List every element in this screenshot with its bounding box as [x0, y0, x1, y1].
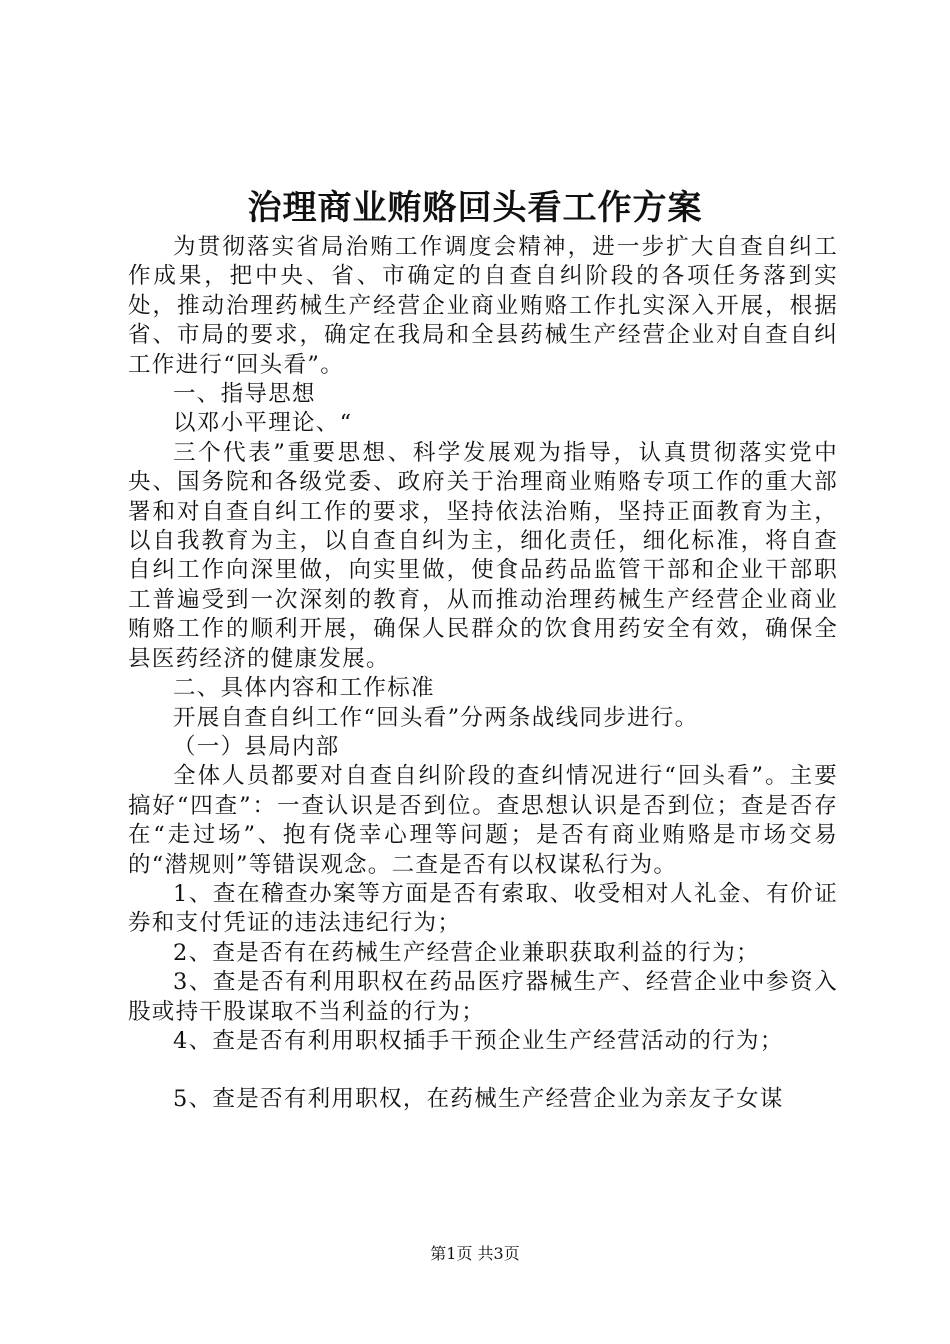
list-item-5: 5、查是否有利用职权，在药械生产经营企业为亲友子女谋 [173, 1086, 784, 1113]
document-body [128, 233, 838, 1115]
page-footer: 第1页 共3页 [430, 1244, 520, 1263]
paragraph-guiding-thought: 三个代表”重要思想、科学发展观为指导，认真贯彻落实党中央、国务院和各级党委、政府关于治理商业贿赂专项工作的重大部署和对自查自纠工作的要求，坚持依法治贿，坚持正面教育为主，以自我教育为主，以自查自纠为主，细化责任，细化标准，将自查自纠工作向深里做，向实里做，使食品药品监管干部和企业干部职工普遍受到一次深刻的教育，从而推动治理药械生产经营企业商业贿赂工作的顺利开展，确保人民群众的饮食用药安全有效，确保全县医药经济的健康发展。 [128, 439, 838, 672]
paragraph-theory-start: 以邓小平理论、“ [173, 410, 353, 437]
list-item-1: 1、查在稽查办案等方面是否有索取、收受相对人礼金、有价证券和支付凭证的违法违纪行为； [128, 880, 838, 937]
paragraph-two-lines: 开展自查自纠工作“回头看”分两条战线同步进行。 [173, 704, 699, 731]
document-title: 治理商业贿赂回头看工作方案 [247, 188, 703, 228]
section-heading-content-standards: 二、具体内容和工作标准 [173, 675, 435, 702]
section-heading-guiding-thought: 一、指导思想 [173, 381, 316, 408]
intro-paragraph: 为贯彻落实省局治贿工作调度会精神，进一步扩大自查自纠工作成果，把中央、省、市确定的自查自纠阶段的各项任务落到实处，推动治理药械生产经营企业商业贿赂工作扎实深入开展，根据省、市局的要求，确定在我局和全县药械生产经营企业对自查自纠工作进行“回头看”。 [128, 234, 838, 378]
list-item-2: 2、查是否有在药械生产经营企业兼职获取利益的行为； [173, 939, 760, 966]
subsection-heading-internal: （一）县局内部 [173, 733, 340, 760]
paragraph-four-checks: 全体人员都要对自查自纠阶段的查纠情况进行“回头看”。主要搞好“四查”：一查认识是否到位。查思想认识是否到位；查是否存在“走过场”、抱有侥幸心理等问题；是否有商业贿赂是市场交易的“潜规则”等错误观念。二查是否有以权谋私行为。 [128, 763, 838, 878]
list-item-4: 4、查是否有利用职权插手干预企业生产经营活动的行为； [173, 1027, 784, 1054]
list-item-3: 3、查是否有利用职权在药品医疗器械生产、经营企业中参资入股或持干股谋取不当利益的行为； [128, 969, 838, 1025]
